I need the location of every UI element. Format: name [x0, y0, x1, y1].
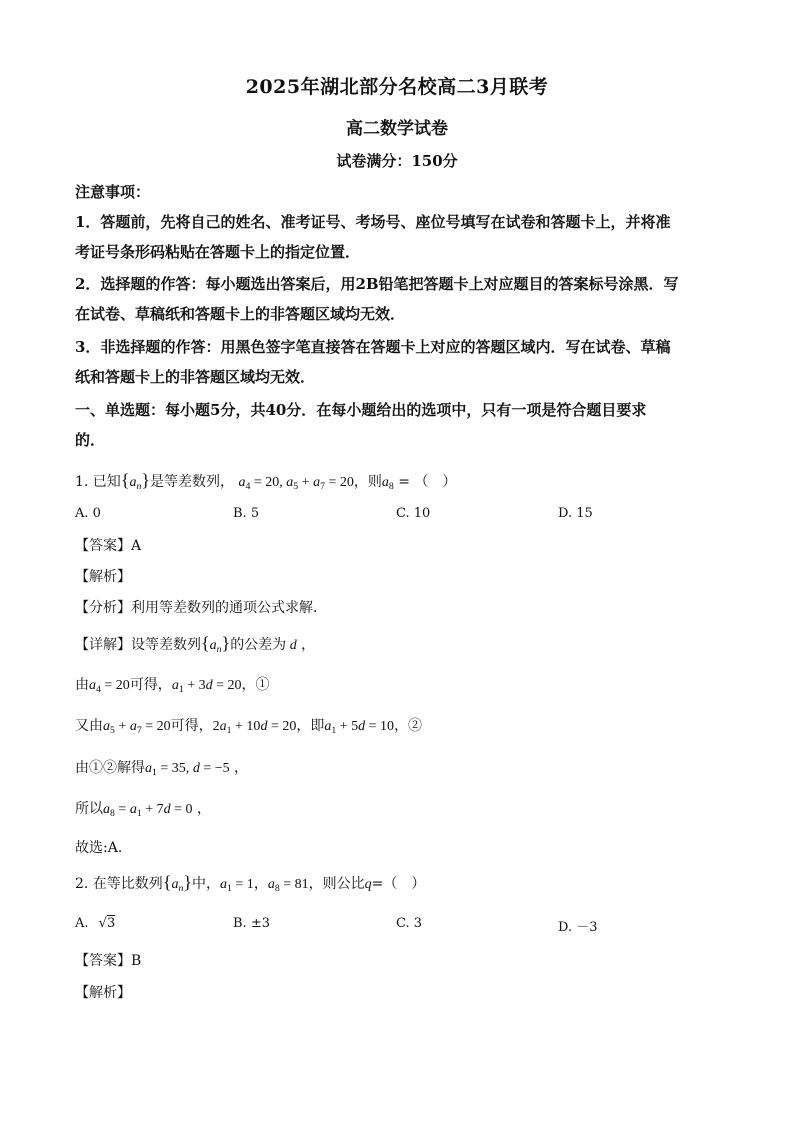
q1-condition: $a_4 = 20$, $a_5 + a_7 = 20$: [238, 475, 354, 492]
q1-step2-tail: ，②: [394, 718, 423, 734]
q2-mid: 中，: [192, 876, 220, 892]
question-1-stem: [75, 470, 725, 493]
q2-option-a: [75, 916, 115, 931]
q1-prefix: 1. 已知: [75, 474, 121, 490]
q1-answer: 【答案】A: [75, 538, 142, 554]
note-3-line2: 纸和答题卡上的非答题区域均无效．: [75, 368, 316, 386]
q2-tail: ，则公比: [308, 876, 365, 892]
full-score: 试卷满分：150分: [336, 152, 458, 170]
q1-option-d: D. 15: [558, 506, 593, 521]
note-2-line1: 2．选择题的作答：每小题选出答案后，用2B铅笔把答题卡上对应题目的答案标号涂黑．写: [75, 275, 679, 293]
q1-step2-text: 又由: [75, 718, 103, 734]
q1-conclusion: 故选:A.: [75, 840, 123, 856]
q2-analysis-heading: 【解析】: [75, 985, 131, 1001]
q2-option-c: C. 3: [396, 916, 423, 931]
note-3-line1: 3．非选择题的作答：用黑色签字笔直接答在答题卡上对应的答题区域内．写在试卷、草稿: [75, 338, 671, 356]
q1-seq-notation: $\{a_n\}$: [120, 470, 150, 492]
q1-mid: 是等差数列，: [150, 474, 234, 490]
q1-detail-prefix: 【详解】设等差数列: [75, 637, 201, 653]
note-1-line1: 1．答题前，先将自己的姓名、准考证号、考场号、座位号填写在试卷和答题卡上，并将准: [75, 213, 671, 231]
q2-option-b: B. ±3: [233, 916, 270, 931]
q2-prefix: 2. 在等比数列: [75, 876, 163, 892]
q1-paren: = （ ）: [393, 474, 457, 490]
exam-subject: 高二数学试卷: [346, 119, 448, 139]
q1-step1-text: 由: [75, 677, 89, 693]
q1-option-b: B. 5: [233, 506, 260, 521]
q2-answer: 【答案】B: [75, 953, 142, 969]
sqrt-3: √3: [98, 916, 116, 931]
q1-option-a: A. 0: [75, 506, 101, 521]
q1-step-2: 又由$a_5 + a_7 = 20$可得，$2a_1 + 10d = 20$，即$a_1 + 5d = 10$，②: [75, 718, 423, 736]
q1-option-c: C. 10: [396, 506, 431, 521]
q1-detail-mid: 的公差为: [230, 637, 287, 653]
q1-detail: [75, 633, 725, 656]
q1-ask: $a_8$: [381, 475, 394, 492]
q1-tail: ，则: [353, 474, 382, 490]
q1-step4-text: 所以: [75, 801, 103, 817]
note-1-line2: 考证号条形码粘贴在答题卡上的指定位置．: [75, 243, 361, 261]
q1-detail-d: d: [286, 638, 297, 653]
q1-step3-text: 由①②解得: [75, 760, 145, 776]
section-1-line2: 的．: [75, 431, 106, 449]
q2-q-symbol: q: [364, 877, 372, 892]
q2-ask: =（ ）: [371, 876, 426, 892]
q1-detail-seq: $\{a_n\}$: [201, 633, 231, 655]
q1-fenxi: 【分析】利用等差数列的通项公式求解．: [75, 600, 327, 616]
q1-step-4: 所以$a_8 = a_1 + 7d = 0$ ，: [75, 801, 211, 819]
q2-seq-notation: $\{a_n\}$: [162, 872, 192, 894]
exam-title: 2025年湖北部分名校高二3月联考: [245, 76, 549, 98]
question-2-stem: 2. 在等比数列$\{a_n\}$中，$a_1 = 1$，$a_8 = 81$，则公比q=（ ）: [75, 872, 426, 894]
q2-option-a-label: A.: [75, 916, 89, 931]
q1-step1-mid: 可得，: [129, 677, 172, 693]
q1-step-3: 由①②解得$a_1 = 35$, d = −5 ，: [75, 760, 249, 778]
q1-detail-comma: ，: [296, 637, 316, 653]
q2-option-d: D. －3: [558, 920, 598, 935]
q1-analysis-heading: 【解析】: [75, 569, 131, 585]
q1-step2-mid: 可得，: [170, 718, 213, 734]
notes-heading: 注意事项：: [75, 183, 151, 201]
q1-step-1: 由$a_4 = 20$可得，$a_1 + 3d = 20$，①: [75, 677, 270, 695]
section-1-line1: 一、单选题：每小题5分，共40分．在每小题给出的选项中，只有一项是符合题目要求: [75, 401, 647, 419]
q1-step1-tail: ，①: [241, 677, 270, 693]
q1-step2-ji: ，即: [296, 718, 325, 734]
note-2-line2: 在试卷、草稿纸和答题卡上的非答题区域均无效．: [75, 305, 406, 323]
